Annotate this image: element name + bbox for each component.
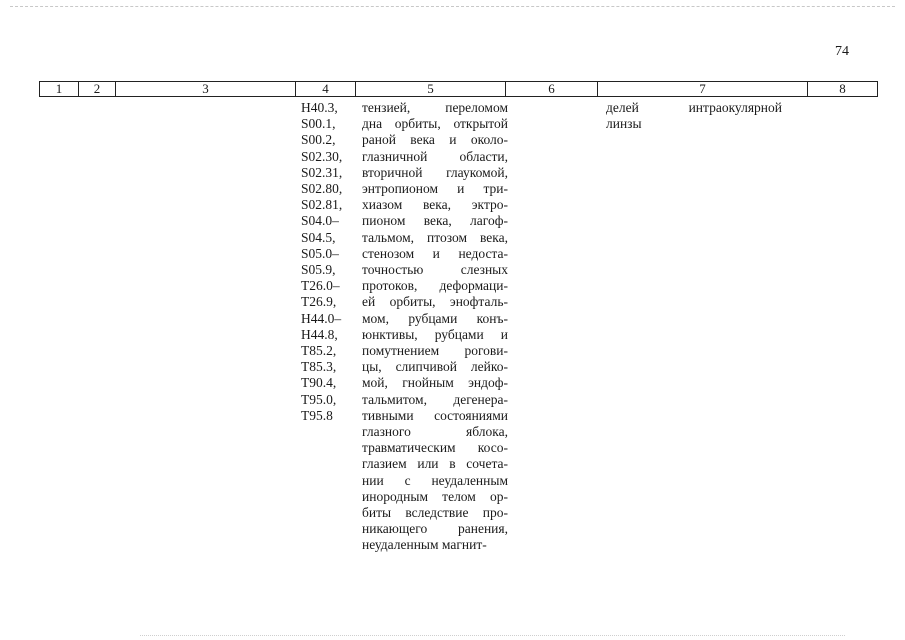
icd-code: S04.0– [301,213,339,229]
diagnosis-text-line: тензией, переломом [362,100,508,115]
diagnosis-text-line: цы, слипчивой лейко- [362,359,508,375]
header-col-5: 5 [356,82,506,96]
diagnosis-text-line: вторичной глаукомой, [362,164,508,180]
page-number: 74 [835,44,849,59]
diagnosis-text-line: тальмитом, дегенера- [362,391,508,407]
header-col-6: 6 [506,82,598,96]
icd-code: T95.0, [301,391,337,407]
diagnosis-text-line: глазничной области, [362,148,508,164]
header-col-1: 1 [40,82,79,96]
icd-code: T95.8 [301,407,333,423]
diagnosis-text-line: ей орбиты, энофталь- [362,294,508,310]
diagnosis-text-line: мой, гнойным эндоф- [362,375,508,391]
icd-code: S02.80, [301,181,343,197]
icd-code: T90.4, [301,375,337,391]
diagnosis-text-column [362,100,508,554]
diagnosis-text-line: пионом века, лагоф- [362,213,508,229]
icd-code: T85.2, [301,343,337,359]
icd-code: S00.2, [301,132,336,148]
header-col-4: 4 [296,82,356,96]
diagnosis-text-line: нии с неудаленным [362,472,508,488]
icd-code: S00.1, [301,116,336,132]
icd-code: S02.81, [301,197,343,213]
diagnosis-text-line: стенозом и недоста- [362,245,508,261]
diagnosis-text-line: энтропионом и три- [362,181,508,197]
diagnosis-text-line: глазного яблока, [362,424,508,440]
diagnosis-text-line: глазием или в сочета- [362,456,508,472]
header-col-7: 7 [598,82,808,96]
diagnosis-text-line: точностью слезных [362,262,508,278]
header-col-2: 2 [79,82,116,96]
diagnosis-text-line: никающего ранения, [362,521,508,537]
diagnosis-text-line: протоков, деформаци- [362,278,508,294]
treatment-text-line: линзы [606,116,642,132]
diagnosis-text-line: тивными состояниями [362,407,508,423]
diagnosis-text-line: помутнением рогови- [362,343,508,359]
icd-code: S05.0– [301,245,339,261]
diagnosis-text-line: хиазом века, эктро- [362,197,508,213]
icd-code: H44.8, [301,326,338,342]
treatment-text-line: делей интраокулярной [606,100,782,115]
icd-code: S02.31, [301,164,343,180]
diagnosis-text-line: инородным телом ор- [362,488,508,504]
icd-code: T26.9, [301,294,337,310]
scan-artifact-top [10,6,895,7]
table-header-row [39,81,878,97]
icd-code: S02.30, [301,148,343,164]
diagnosis-text-line: дна орбиты, открытой [362,116,508,132]
scan-artifact-bottom [140,635,845,636]
diagnosis-text-line: мом, рубцами конъ- [362,310,508,326]
icd-code: H44.0– [301,310,342,326]
icd-code: T26.0– [301,278,340,294]
diagnosis-text-line: тальмом, птозом века, [362,229,508,245]
treatment-text-column [606,100,812,132]
header-col-3: 3 [116,82,296,96]
diagnosis-text-line: юнктивы, рубцами и [362,326,508,342]
diagnosis-text-line: травматическим косо- [362,440,508,456]
diagnosis-text-line: раной века и около- [362,132,508,148]
diagnosis-text-line: неудаленным магнит- [362,537,487,553]
diagnosis-text-line: биты вследствие про- [362,505,508,521]
icd-code: S05.9, [301,262,336,278]
icd-code: H40.3, [301,100,338,115]
icd-code: S04.5, [301,229,336,245]
icd-codes-column [301,100,359,424]
icd-code: T85.3, [301,359,337,375]
header-col-8: 8 [839,81,846,96]
